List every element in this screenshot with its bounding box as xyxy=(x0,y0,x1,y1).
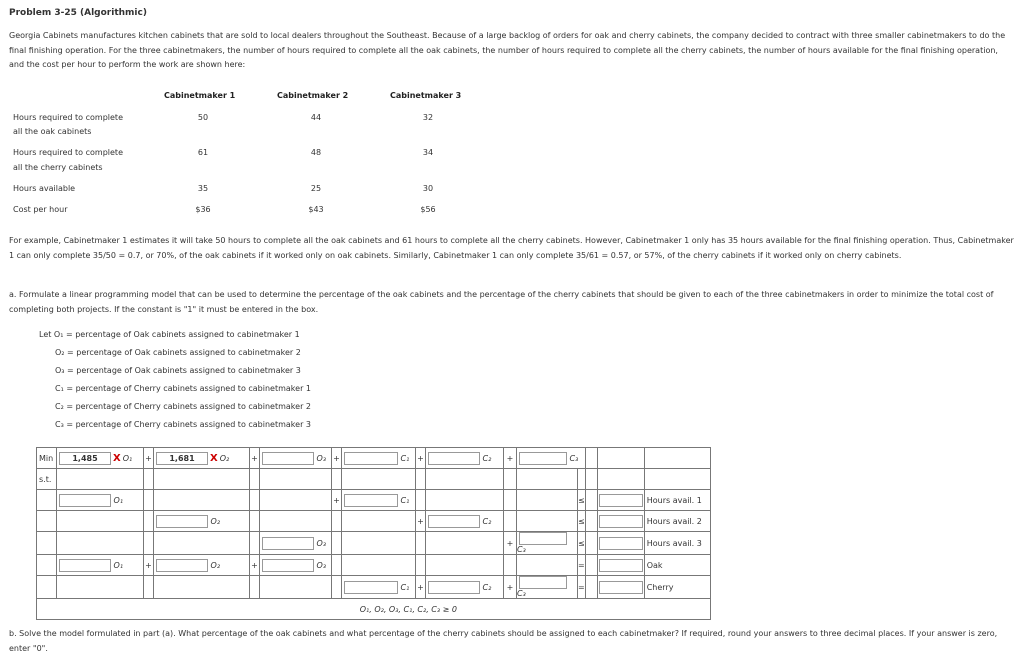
obj-term-o2 xyxy=(154,448,250,469)
empty-cell xyxy=(332,576,342,599)
header-cabinetmaker-3: Cabinetmaker 3 xyxy=(390,91,462,100)
nonneg-text: O₁, O₂, O₃, C₁, C₂, C₃ ≥ 0 xyxy=(359,604,457,614)
var-c1: C₁ xyxy=(400,582,410,592)
empty-cell xyxy=(260,576,332,599)
le-sign: ≤ xyxy=(578,511,586,532)
example-paragraph: For example, Cabinetmaker 1 estimates it will take 50 hours to complete all the oak cabinets and 61 hours to complete all the cherry cabinets. However, Cabinetmaker 1 only has 35 hours available for the final finishing operation. Thus, Cabinetmaker 1 can only complete 35/50 = 0.7, or 70%, of the oak cabinets if it worked only on oak cabinets. Similarly, Cabinetmaker 1 can only complete 35/61 = 0.57, or 57%, of the cherry cabinets if it worked only on cherry cabinets. xyxy=(9,236,1014,260)
constraint-row-hours-3 xyxy=(37,532,711,555)
empty-cell xyxy=(342,555,416,576)
empty-cell xyxy=(332,555,342,576)
empty-cell xyxy=(37,490,57,511)
empty-cell xyxy=(250,469,260,490)
c2-term-o2 xyxy=(154,511,250,532)
def-o2: O₂ = percentage of Oak cabinets assigned to cabinetmaker 2 xyxy=(55,348,301,357)
c3-term-o3 xyxy=(260,532,332,555)
oak-label: Oak xyxy=(644,555,710,576)
row-oak-label-2: all the oak cabinets xyxy=(13,127,92,136)
plus-sign: + xyxy=(332,448,342,469)
c5-term-c1 xyxy=(342,576,416,599)
var-c1: C₁ xyxy=(400,495,410,505)
hours-avail-2-label: Hours avail. 2 xyxy=(644,511,710,532)
constraint-row-hours-1 xyxy=(37,490,711,511)
empty-cell xyxy=(144,576,154,599)
c1-coef-o1-input[interactable] xyxy=(59,494,111,507)
empty-cell xyxy=(585,469,597,490)
c1-term-c1 xyxy=(342,490,416,511)
def-c1: C₁ = percentage of Cherry cabinets assigned to cabinetmaker 1 xyxy=(55,384,311,393)
plus-sign: + xyxy=(416,511,426,532)
plus-sign: + xyxy=(504,532,517,555)
empty-cell xyxy=(426,555,504,576)
var-o2: O₂ xyxy=(219,453,230,463)
obj-coef-o2-input[interactable]: 1,681 xyxy=(156,452,208,465)
empty-cell xyxy=(57,532,144,555)
obj-term-c1 xyxy=(342,448,416,469)
nonneg-constraint xyxy=(37,599,711,620)
empty-cell xyxy=(144,469,154,490)
c4-coef-o1-input[interactable] xyxy=(59,559,111,572)
empty-cell xyxy=(250,576,260,599)
obj-term-o1 xyxy=(57,448,144,469)
empty-cell xyxy=(332,469,342,490)
empty-cell xyxy=(144,490,154,511)
plus-sign: + xyxy=(332,490,342,511)
min-label: Min xyxy=(37,448,57,469)
plus-sign: + xyxy=(416,576,426,599)
empty-cell xyxy=(504,469,517,490)
var-o2: O₂ xyxy=(210,516,221,526)
rhs-input-cell xyxy=(597,555,644,576)
c1-rhs-input[interactable] xyxy=(599,494,643,507)
st-row xyxy=(37,469,711,490)
empty-cell xyxy=(154,469,250,490)
empty-cell xyxy=(517,555,578,576)
empty-cell xyxy=(37,532,57,555)
rhs-input-cell xyxy=(597,576,644,599)
le-sign: ≤ xyxy=(578,490,586,511)
header-cabinetmaker-1: Cabinetmaker 1 xyxy=(164,91,236,100)
cost-cm1: $36 xyxy=(195,205,211,214)
hours-available-cm1: 35 xyxy=(197,184,209,193)
var-c3: C₃ xyxy=(517,545,526,554)
empty-cell xyxy=(144,532,154,555)
hours-avail-3-label: Hours avail. 3 xyxy=(644,532,710,555)
c5-rhs-input[interactable] xyxy=(599,581,643,594)
empty-cell xyxy=(578,469,586,490)
row-oak-label-1: Hours required to complete xyxy=(13,113,123,122)
empty-cell xyxy=(416,490,426,511)
empty-cell xyxy=(154,532,250,555)
empty-cell xyxy=(597,469,644,490)
empty-cell xyxy=(154,490,250,511)
c1-term-o1 xyxy=(57,490,144,511)
le-sign: ≤ xyxy=(578,532,586,555)
var-o1: O₁ xyxy=(122,453,133,463)
obj-coef-o1-input[interactable]: 1,485 xyxy=(59,452,111,465)
var-o2: O₂ xyxy=(210,560,221,570)
c5-coef-c1-input[interactable] xyxy=(344,581,398,594)
rhs-cell xyxy=(585,490,597,511)
empty-cell xyxy=(585,448,597,469)
plus-sign: + xyxy=(416,448,426,469)
plus-sign: + xyxy=(504,576,517,599)
constraint-row-oak xyxy=(37,555,711,576)
plus-sign: + xyxy=(250,448,260,469)
lp-model-table xyxy=(36,447,711,620)
empty-cell xyxy=(260,511,332,532)
c3-coef-o3-input[interactable] xyxy=(262,537,314,550)
c5-coef-c3-input[interactable] xyxy=(519,576,567,589)
def-o1: Let O₁ = percentage of Oak cabinets assigned to cabinetmaker 1 xyxy=(39,330,300,339)
var-o3: O₃ xyxy=(316,453,327,463)
plus-sign: + xyxy=(144,555,154,576)
nonneg-row xyxy=(37,599,711,620)
c5-coef-c2-input[interactable] xyxy=(428,581,480,594)
cherry-hours-cm1: 61 xyxy=(197,148,209,157)
empty-cell xyxy=(426,532,504,555)
def-c3: C₃ = percentage of Cherry cabinets assigned to cabinetmaker 3 xyxy=(55,420,311,429)
empty-cell xyxy=(332,532,342,555)
c3-term-c3 xyxy=(517,532,578,555)
rhs-input-cell xyxy=(597,490,644,511)
var-o3: O₃ xyxy=(316,538,327,548)
var-o3: O₃ xyxy=(316,560,327,570)
times-symbol: X xyxy=(210,452,218,464)
empty-cell xyxy=(332,511,342,532)
empty-cell xyxy=(342,511,416,532)
empty-cell xyxy=(517,469,578,490)
cherry-label: Cherry xyxy=(644,576,710,599)
part-a-text: a. Formulate a linear programming model that can be used to determine the percentage of the oak cabinets and the percentage of the cherry cabinets that should be given to each of the three cabinetmakers in order to minimize the total cost of completing both projects. If the constant is "1" it must be entered in the box. xyxy=(9,290,994,314)
c4-term-o1 xyxy=(57,555,144,576)
c2-term-c2 xyxy=(426,511,504,532)
cost-cm2: $43 xyxy=(308,205,324,214)
rhs-input-cell xyxy=(597,511,644,532)
cherry-hours-cm2: 48 xyxy=(310,148,322,157)
var-c1: C₁ xyxy=(400,453,410,463)
c4-term-o3 xyxy=(260,555,332,576)
c1-coef-c1-input[interactable] xyxy=(344,494,398,507)
constraint-row-cherry xyxy=(37,576,711,599)
obj-coef-c2-input[interactable] xyxy=(428,452,480,465)
st-label: s.t. xyxy=(37,469,57,490)
plus-sign: + xyxy=(504,448,517,469)
cost-cm3: $56 xyxy=(420,205,436,214)
var-c2: C₂ xyxy=(482,516,492,526)
plus-sign: + xyxy=(250,555,260,576)
empty-cell xyxy=(250,532,260,555)
obj-term-o3 xyxy=(260,448,332,469)
rhs-cell xyxy=(585,555,597,576)
var-c2: C₂ xyxy=(482,453,492,463)
var-o1: O₁ xyxy=(113,560,124,570)
empty-cell xyxy=(250,511,260,532)
row-available-label: Hours available xyxy=(13,184,76,193)
c5-term-c2 xyxy=(426,576,504,599)
eq-sign: = xyxy=(578,576,586,599)
empty-cell xyxy=(416,469,426,490)
c2-coef-o2-input[interactable] xyxy=(156,515,208,528)
empty-cell xyxy=(426,490,504,511)
empty-cell xyxy=(504,555,517,576)
oak-hours-cm1: 50 xyxy=(197,113,209,122)
times-symbol: X xyxy=(113,452,121,464)
row-cherry-label-1: Hours required to complete xyxy=(13,148,123,157)
obj-coef-o3-input[interactable] xyxy=(262,452,314,465)
c4-rhs-input[interactable] xyxy=(599,559,643,572)
hours-available-cm2: 25 xyxy=(310,184,322,193)
header-cabinetmaker-2: Cabinetmaker 2 xyxy=(277,91,349,100)
c4-coef-o2-input[interactable] xyxy=(156,559,208,572)
empty-cell xyxy=(37,511,57,532)
empty-cell xyxy=(504,490,517,511)
empty-cell xyxy=(57,576,144,599)
part-a-question xyxy=(9,288,1015,317)
obj-coef-c3-input[interactable] xyxy=(519,452,567,465)
rhs-input-cell xyxy=(597,532,644,555)
row-cost-label: Cost per hour xyxy=(13,205,68,214)
empty-cell xyxy=(644,448,710,469)
obj-term-c3 xyxy=(517,448,586,469)
part-b-question: b. Solve the model formulated in part (a). What percentage of the oak cabinets and what percentage of the cherry cabinets should be assigned to each cabinetmaker? If required, round your answers to three decimal places. If your answer is zero, enter "0". xyxy=(9,629,998,653)
oak-hours-cm2: 44 xyxy=(310,113,322,122)
empty-cell xyxy=(144,511,154,532)
empty-cell xyxy=(504,511,517,532)
hours-available-cm3: 30 xyxy=(422,184,434,193)
var-o1: O₁ xyxy=(113,495,124,505)
hours-avail-1-label: Hours avail. 1 xyxy=(644,490,710,511)
c3-rhs-input[interactable] xyxy=(599,537,643,550)
constraint-row-hours-2 xyxy=(37,511,711,532)
var-c2: C₂ xyxy=(482,582,492,592)
row-cherry-label-2: all the cherry cabinets xyxy=(13,163,103,172)
c4-coef-o3-input[interactable] xyxy=(262,559,314,572)
empty-cell xyxy=(154,576,250,599)
empty-cell xyxy=(250,490,260,511)
cherry-hours-cm3: 34 xyxy=(422,148,434,157)
rhs-cell xyxy=(585,511,597,532)
empty-cell xyxy=(416,555,426,576)
empty-cell xyxy=(342,469,416,490)
var-c3: C₃ xyxy=(569,453,579,463)
empty-cell xyxy=(644,469,710,490)
c2-rhs-input[interactable] xyxy=(599,515,643,528)
c2-coef-c2-input[interactable] xyxy=(428,515,480,528)
rhs-cell xyxy=(585,576,597,599)
empty-cell xyxy=(37,576,57,599)
oak-hours-cm3: 32 xyxy=(422,113,434,122)
c3-coef-c3-input[interactable] xyxy=(519,532,567,545)
var-c3: C₃ xyxy=(517,589,526,598)
objective-row xyxy=(37,448,711,469)
empty-cell xyxy=(342,532,416,555)
c5-term-c3 xyxy=(517,576,578,599)
empty-cell xyxy=(37,555,57,576)
def-o3: O₃ = percentage of Oak cabinets assigned to cabinetmaker 3 xyxy=(55,366,301,375)
obj-term-c2 xyxy=(426,448,504,469)
empty-cell xyxy=(260,490,332,511)
empty-cell xyxy=(426,469,504,490)
empty-cell xyxy=(597,448,644,469)
eq-sign: = xyxy=(578,555,586,576)
plus-sign: + xyxy=(144,448,154,469)
problem-title: Problem 3-25 (Algorithmic) xyxy=(9,8,147,18)
empty-cell xyxy=(57,469,144,490)
intro-paragraph: Georgia Cabinets manufactures kitchen cabinets that are sold to local dealers throughout the Southeast. Because of a large backlog of orders for oak and cherry cabinets, the company decided to contract with three smaller cabinetmakers to do the final finishing operation. For the three cabinetmakers, the number of hours required to complete all the oak cabinets, the number of hours required to complete all the cherry cabinets, the number of hours available for the final finishing operation, and the cost per hour to perform the work are shown here: xyxy=(9,31,1006,69)
empty-cell xyxy=(57,511,144,532)
obj-coef-c1-input[interactable] xyxy=(344,452,398,465)
empty-cell xyxy=(416,532,426,555)
empty-cell xyxy=(260,469,332,490)
rhs-cell xyxy=(585,532,597,555)
def-c2: C₂ = percentage of Cherry cabinets assigned to cabinetmaker 2 xyxy=(55,402,311,411)
empty-cell xyxy=(517,490,578,511)
empty-cell xyxy=(517,511,578,532)
c4-term-o2 xyxy=(154,555,250,576)
